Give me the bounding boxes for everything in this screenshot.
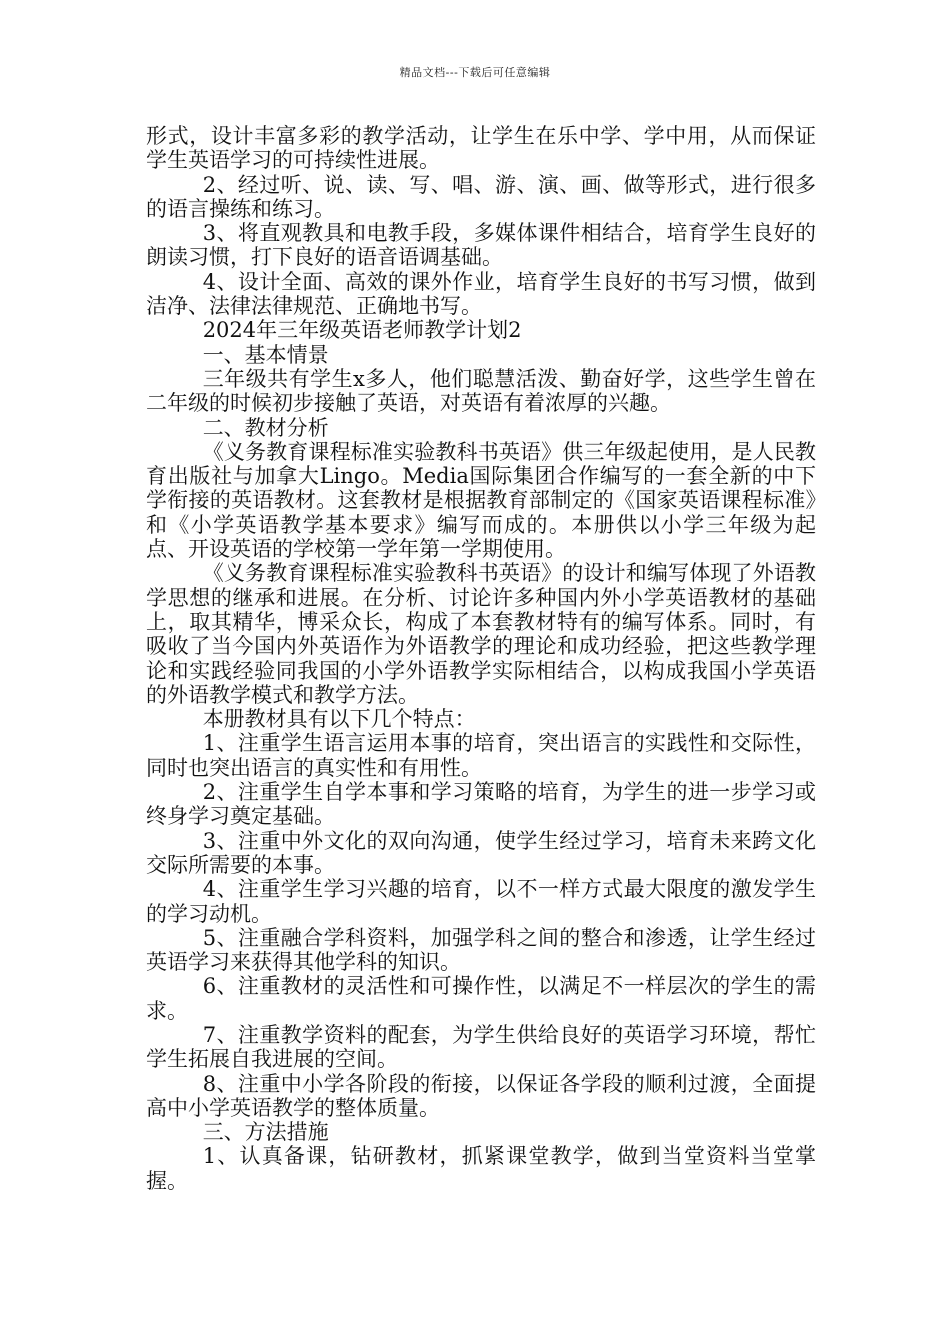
list-item: 8、注重中小学各阶段的衔接，以保证各学段的顺利过渡，全面提高中小学英语教学的整体质量。 <box>146 1071 816 1120</box>
paragraph: 三年级共有学生x多人，他们聪慧活泼、勤奋好学，这些学生曾在二年级的时候初步接触了英语，对英语有着浓厚的兴趣。 <box>146 366 816 416</box>
paragraph: 3、将直观教具和电教手段，多媒体课件相结合，培育学生良好的朗读习惯，打下良好的语音语调基础。 <box>146 221 816 270</box>
paragraph: 形式，设计丰富多彩的教学活动，让学生在乐中学、学中用，从而保证学生英语学习的可持续性进展。 <box>146 124 816 173</box>
section-heading: 三、方法措施 <box>202 1120 329 1145</box>
list-item: 4、注重学生学习兴趣的培育，以不一样方式最大限度的激发学生的学习动机。 <box>146 877 816 926</box>
page-header: 精品文档---下载后可任意编辑 <box>399 66 551 79</box>
list-item: 5、注重融合学科资料，加强学科之间的整合和渗透，让学生经过英语学习来获得其他学科的知识。 <box>146 925 816 975</box>
list-item: 2、注重学生自学本事和学习策略的培育，为学生的进一步学习或终身学习奠定基础。 <box>146 780 816 829</box>
paragraph: 4、设计全面、高效的课外作业，培育学生良好的书写习惯，做到洁净、法律法律规范、正确地书写。 <box>146 269 816 319</box>
list-item: 3、注重中外文化的双向沟通，使学生经过学习，培育未来跨文化交际所需要的本事。 <box>146 828 816 877</box>
paragraph: 《义务教育课程标准实验教科书英语》供三年级起使用，是人民教育出版社与加拿大Lingo。Media国际集团合作编写的一套全新的中下学衔接的英语教材。这套教材是根据教育部制定的《国家英语课程标准》和《小学英语教学基本要求》编写而成的。本册供以小学三年级为起点、开设英语的学校第一学年第一学期使用。 <box>146 439 816 562</box>
list-item: 6、注重教材的灵活性和可操作性，以满足不一样层次的学生的需求。 <box>146 974 816 1023</box>
list-item: 1、认真备课，钻研教材，抓紧课堂教学，做到当堂资料当堂掌握。 <box>146 1144 816 1193</box>
section-heading: 二、教材分析 <box>202 415 329 440</box>
list-item: 7、注重教学资料的配套，为学生供给良好的英语学习环境，帮忙学生拓展自我进展的空间。 <box>146 1022 816 1072</box>
paragraph: 2、经过听、说、读、写、唱、游、演、画、做等形式，进行很多的语言操练和练习。 <box>146 172 816 221</box>
document-body <box>146 124 816 1193</box>
paragraph: 本册教材具有以下几个特点： <box>202 707 476 732</box>
list-item: 1、注重学生语言运用本事的培育，突出语言的实践性和交际性，同时也突出语言的真实性和有用性。 <box>146 731 816 780</box>
section-title: 2024年三年级英语老师教学计划2 <box>202 318 522 343</box>
section-heading: 一、基本情景 <box>202 342 329 367</box>
paragraph: 《义务教育课程标准实验教科书英语》的设计和编写体现了外语教学思想的继承和进展。在分析、讨论许多种国内外小学英语教材的基础上，取其精华，博采众长，构成了本套教材特有的编写体系。同时，有吸收了当今国内外英语作为外语教学的理论和成功经验，把这些教学理论和实践经验同我国的小学外语教学实际相结合，以构成我国小学英语的外语教学模式和教学方法。 <box>146 561 816 707</box>
